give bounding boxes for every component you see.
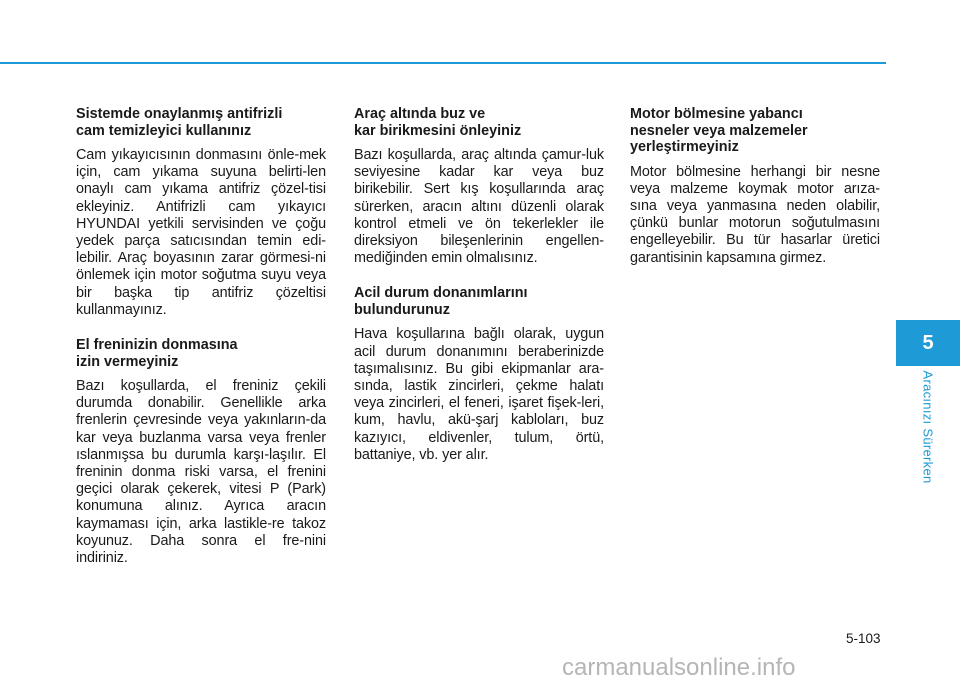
- section-heading: Motor bölmesine yabancı nesneler veya malzemeler yerleştirmeyiniz: [630, 106, 808, 155]
- text-column-1: [76, 106, 326, 585]
- section-body: Bazı koşullarda, el freniniz çekili durumda donabilir. Genellikle arka frenlerin çevresinde veya yakınların-da kar veya buzlanma varsa veya frenler ıslanmışsa bu durumla karşı-laşılır. El freninin donma riski varsa, el frenini geçici olarak çekerek, vitesi P (Park) konumuna alınız. Ayrıca aracın kaymaması için, arka lastikle-re takoz koyunuz. Daha sonra el fre-nini indiriniz.: [76, 378, 326, 567]
- section-body: Hava koşullarına bağlı olarak, uygun acil durum donanımını beraberinizde taşımalısınız. Bu gibi ekipmanlar ara-sında, lastik zincirleri, çekme halatı veya zincirleri, el feneri, işaret fişek-leri, kum, havlu, akü-şarj kabloları, buz kazıyıcı, eldivenler, tulum, örtü, battaniye, vb. yer alır.: [354, 326, 604, 463]
- section-body: Motor bölmesine herhangi bir nesne veya malzeme koymak motor arıza-sına veya yanmasına neden olabilir, çünkü bunlar motorun soğutulmasını engelleyebilir. Bu tür hasarlar üretici garantisinin kapsamına girmez.: [630, 163, 880, 266]
- section-antifreeze-washer: [76, 106, 326, 319]
- section-body: Cam yıkayıcısının donmasını önle-mek için, cam yıkama suyuna belirti-len onaylı cam yıkama antifriz çözel-tisi ekleyiniz. Antifrizli cam yıkayıcı HYUNDAI yetkili servisinden ve çoğu yedek parça satıcısından temin edi-lebilir. Araç boyasının zarar görmesi-ni önlemek için motor soğutma suyu veya bir başka tip antifriz çözeltisi kullanmayınız.: [76, 147, 326, 318]
- section-emergency-equipment: [354, 285, 604, 464]
- section-heading: El freninizin donmasına izin vermeyiniz: [76, 337, 238, 370]
- section-body: Bazı koşullarda, araç altında çamur-luk seviyesine kadar kar veya buz birikebilir. Sert kış koşullarında araç sürerken, aracın altını düzenli olarak kontrol etmeli ve ön tekerlekler ile direksiyon bileşenlerinin engellen-mediğinden emin olmalısınız.: [354, 147, 604, 267]
- section-ice-snow-buildup: [354, 106, 604, 267]
- section-heading: Araç altında buz ve kar birikmesini önleyiniz: [354, 106, 522, 139]
- page-number: 5-103: [846, 631, 881, 646]
- chapter-tab: [896, 320, 960, 366]
- header-rule: [0, 62, 886, 64]
- chapter-number: 5: [922, 331, 934, 354]
- section-heading: Sistemde onaylanmış antifrizli cam temizleyici kullanınız: [76, 106, 283, 139]
- watermark: carmanualsonline.info: [562, 654, 796, 681]
- section-engine-compartment-objects: [630, 106, 880, 267]
- text-column-2: [354, 106, 604, 482]
- chapter-title: Aracınızı Sürerken: [920, 370, 936, 484]
- section-heading: Acil durum donanımlarını bulundurunuz: [354, 285, 528, 318]
- text-column-3: [630, 106, 880, 285]
- section-parking-brake-freeze: [76, 337, 326, 567]
